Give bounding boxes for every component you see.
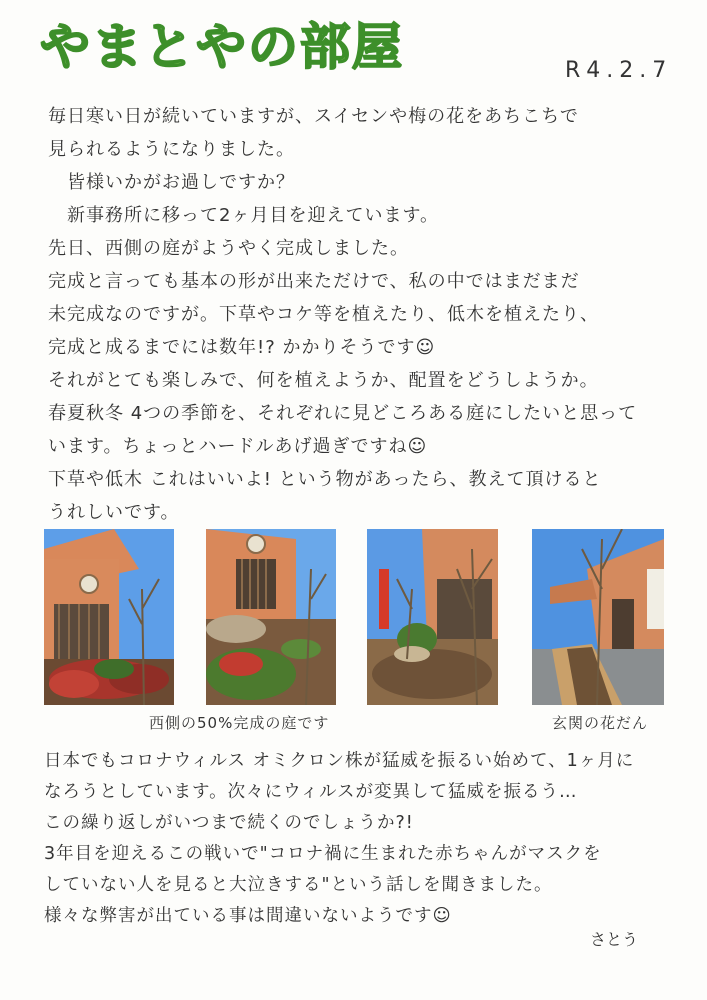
text-line: 先日、西側の庭がようやく完成しました。 (48, 238, 409, 259)
garden-photo-1 (44, 529, 174, 705)
text-line: 毎日寒い日が続いていますが、スイセンや梅の花をあちこちで (48, 106, 579, 127)
garden-photos (44, 529, 664, 707)
text-line: この繰り返しがいつまで続くのでしょうか?! (44, 813, 414, 833)
covid-paragraph (44, 746, 684, 932)
text-line: 完成と言っても基本の形が出来ただけで、私の中ではまだまだ (48, 271, 580, 292)
garden-photo-2 (206, 529, 336, 705)
author-signature: さとう (590, 930, 639, 949)
garden-photo-4 (532, 529, 664, 705)
text-line: 新事務所に移って2ヶ月目を迎えています。 (48, 205, 440, 226)
text-line: うれしいです。 (48, 502, 180, 523)
issue-date: R4.2.7 (565, 58, 673, 83)
text-line: 様々な弊害が出ている事は間違いないようです☺ (44, 906, 452, 926)
text-line: それがとても楽しみで、何を植えようか、配置をどうしようか。 (48, 370, 599, 391)
caption-entrance-flowerbed: 玄関の花だん (552, 714, 649, 732)
text-line: 3年目を迎えるこの戦いで"コロナ禍に生まれた赤ちゃんがマスクを (44, 844, 602, 864)
text-line: 下草や低木 これはいいよ! という物があったら、教えて頂けると (48, 469, 602, 490)
text-line: していない人を見ると大泣きする"という話しを聞きました。 (44, 875, 553, 895)
text-line: 完成と成るまでには数年!? かかりそうです☺ (48, 337, 436, 358)
text-line: 皆様いかがお過しですか？ (48, 172, 295, 193)
text-line: なろうとしています。次々にウィルスが変異して猛威を振るう… (44, 782, 578, 802)
garden-photo-3 (367, 529, 498, 705)
text-line: 未完成なのですが。下草やコケ等を植えたり、低木を植えたり、 (48, 304, 599, 325)
page-title: やまとやの部屋 (40, 18, 404, 76)
text-line: います。ちょっとハードルあげ過ぎですね☺ (48, 436, 428, 457)
text-line: 春夏秋冬 4つの季節を、それぞれに見どころある庭にしたいと思って (48, 403, 638, 424)
text-line: 見られるようになりました。 (48, 139, 295, 160)
text-line: 日本でもコロナウィルス オミクロン株が猛威を振るい始めて、1ヶ月に (44, 751, 635, 771)
caption-west-garden: 西側の50%完成の庭です (149, 714, 330, 732)
intro-paragraph (48, 100, 678, 529)
